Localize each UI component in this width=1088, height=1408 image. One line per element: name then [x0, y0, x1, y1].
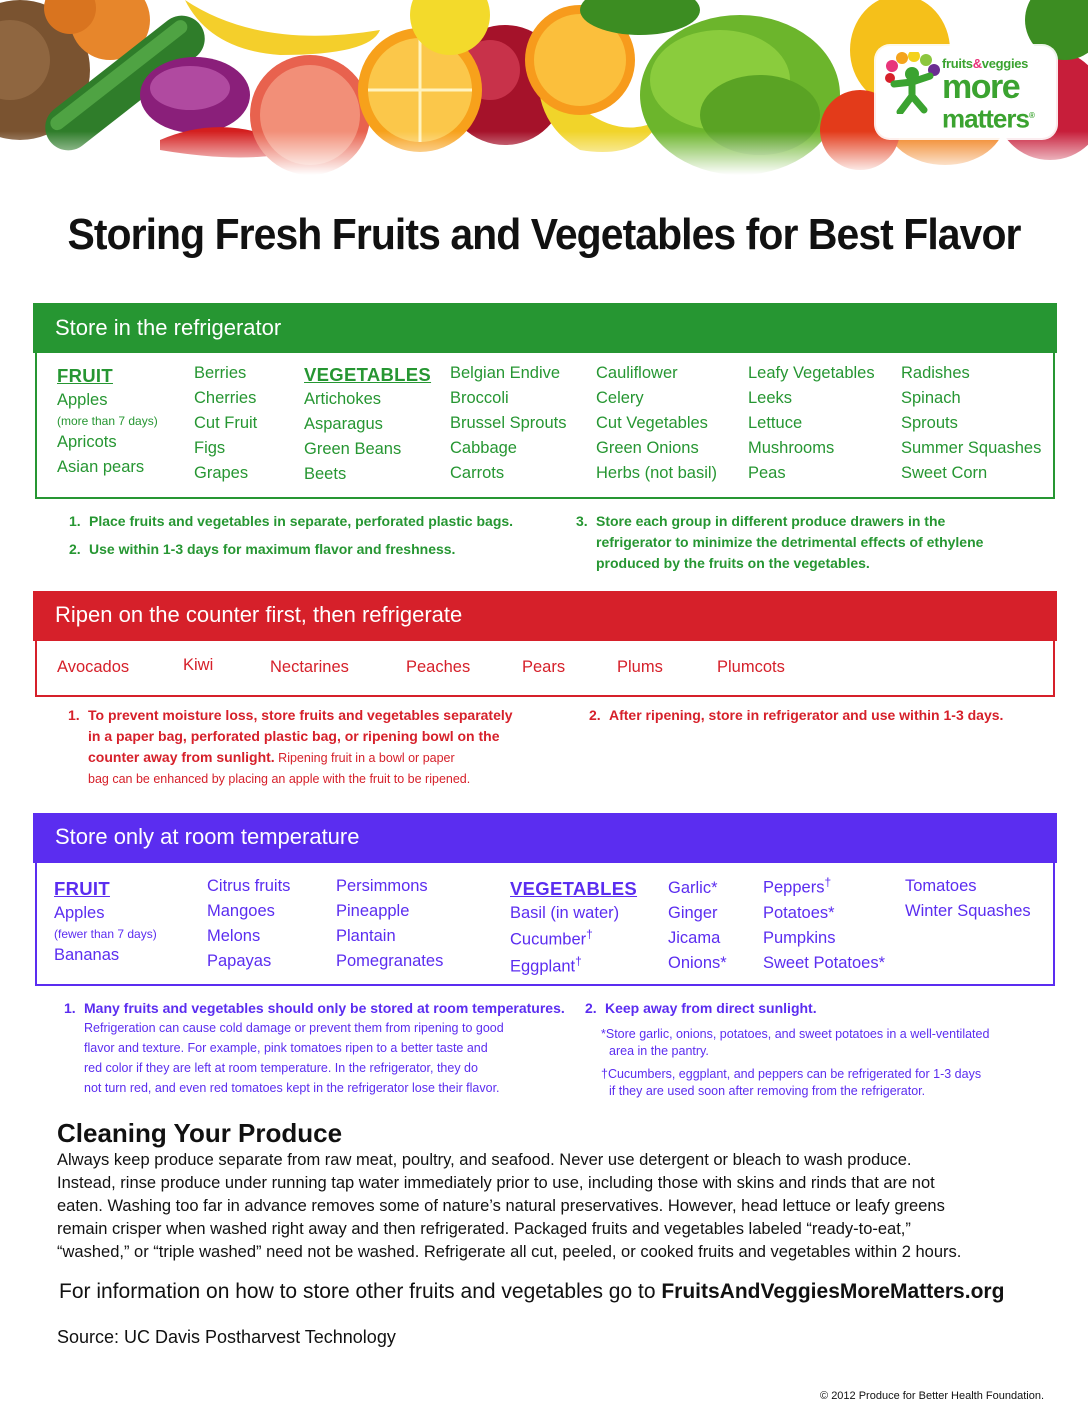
room-fruit-column-1	[54, 876, 157, 968]
refrigerator-section-heading: Store in the refrigerator	[33, 303, 1057, 353]
fridge-note-1: 1. Place fruits and vegetables in separate, perforated plastic bags.	[69, 513, 514, 529]
logo-word-more: more	[942, 68, 1020, 106]
list-item: Potatoes*	[763, 903, 835, 922]
list-item: Cabbage	[450, 439, 517, 457]
fridge-veg-column-4	[748, 361, 875, 486]
ripen-note-2: 2. After ripening, store in refrigerator and use within 1-3 days.	[589, 707, 1004, 723]
fridge-fruit-label: FRUIT	[57, 365, 113, 386]
list-item-note: (more than 7 days)	[57, 414, 158, 428]
list-item: Melons	[207, 927, 261, 945]
list-item: Cauliflower	[596, 364, 678, 382]
fruits-veggies-more-matters-logo	[876, 46, 1056, 138]
list-item: Leafy Vegetables	[748, 364, 875, 382]
room-veg-column-2	[668, 876, 727, 976]
list-item: Broccoli	[450, 389, 509, 407]
list-item: Brussel Sprouts	[450, 414, 567, 432]
info-line: For information on how to store other fruits and vegetables go to FruitsAndVeggiesMoreMatters.org	[59, 1280, 1005, 1303]
list-item: Apricots	[57, 433, 117, 451]
room-veg-label: VEGETABLES	[510, 878, 638, 899]
ripen-item: Pears	[522, 658, 566, 676]
cleaning-heading: Cleaning Your Produce	[57, 1118, 343, 1148]
list-item: Sweet Corn	[901, 464, 988, 482]
fridge-note-3: 3. Store each group in different produce drawers in the refrigerator to minimize the detrimental effects of ethylene produced by the fruits on the vegetables.	[576, 513, 984, 571]
copyright-notice: © 2012 Produce for Better Health Foundation.	[820, 1390, 1044, 1402]
list-item: Grapes	[194, 464, 249, 482]
produce-banner-image	[0, 0, 1088, 175]
cleaning-paragraph: Always keep produce separate from raw meat, poultry, and seafood. Never use detergent or bleach to wash produce. Instead, rinse produce under running tap water immediately prior to use, including those with skins and rinds that are not eaten. Washing too far in advance removes some of nature’s natural preservatives. However, head lettuce or leafy greens remain crisper when washed right away and then refrigerated. Packaged fruits and vegetables labeled “ready-to-eat,” “washed,” or “triple washed” need not be washed. Refrigerate all cut, peeled, or cooked fruits and vegetables within 2 hours.	[57, 1151, 962, 1261]
website-link[interactable]: FruitsAndVeggiesMoreMatters.org	[661, 1280, 1005, 1303]
list-item: Onions*	[668, 954, 727, 972]
room-footnote-dagger: †Cucumbers, eggplant, and peppers can be refrigerated for 1-3 days if they are used soon after removing from the refrigerator.	[601, 1067, 982, 1098]
list-item: Beets	[304, 465, 347, 483]
list-item: Jicama	[668, 929, 721, 947]
logo-word-matters: matters®	[942, 103, 1034, 134]
list-item: Sprouts	[901, 414, 958, 432]
list-item: Leeks	[748, 389, 793, 407]
fridge-veg-column-5	[901, 361, 1041, 486]
fridge-fruit-column-2	[194, 361, 257, 486]
list-item: Pumpkins	[763, 928, 836, 947]
list-item: Plantain	[336, 927, 396, 945]
list-item: Berries	[194, 364, 247, 382]
fridge-veg-column-3	[596, 361, 717, 486]
list-item: Citrus fruits	[207, 877, 291, 895]
list-item: Sweet Potatoes*	[763, 953, 885, 972]
source-citation: Source: UC Davis Postharvest Technology	[57, 1327, 396, 1347]
list-item: Peppers†	[763, 875, 832, 897]
list-item: Lettuce	[748, 414, 803, 432]
list-item: Bananas	[54, 946, 120, 964]
list-item: Papayas	[207, 952, 272, 970]
logo-tagline: fruits&veggies	[942, 56, 1029, 71]
list-item: Persimmons	[336, 877, 428, 895]
list-item: Figs	[194, 439, 226, 457]
list-item: Garlic*	[668, 879, 718, 897]
ripen-item: Plumcots	[717, 658, 785, 676]
list-item: Winter Squashes	[905, 902, 1031, 920]
list-item: Asparagus	[304, 415, 383, 433]
ripen-item: Kiwi	[183, 656, 214, 674]
list-item: Summer Squashes	[901, 439, 1042, 457]
room-veg-column-1	[510, 876, 637, 979]
list-item: Green Onions	[596, 439, 699, 457]
fridge-veg-column-2	[450, 361, 566, 486]
page-title: Storing Fresh Fruits and Vegetables for Best Flavor	[67, 210, 1021, 259]
fridge-veg-column-1	[304, 362, 431, 487]
list-item-note: (fewer than 7 days)	[54, 927, 157, 941]
room-fruit-column-2	[207, 874, 290, 974]
ripen-item: Plums	[617, 658, 663, 676]
list-item: Pomegranates	[336, 952, 444, 970]
list-item: Radishes	[901, 364, 970, 382]
list-item: Pineapple	[336, 902, 410, 920]
room-temp-section-heading: Store only at room temperature	[33, 813, 1057, 863]
list-item: Peas	[748, 464, 786, 482]
ripen-item: Peaches	[406, 658, 471, 676]
list-item: Cut Vegetables	[596, 414, 708, 432]
list-item: Artichokes	[304, 390, 382, 408]
list-item: Apples	[54, 904, 105, 922]
room-note-1-body: Refrigeration can cause cold damage or prevent them from ripening to good flavor and texture. For example, pink tomatoes ripen to a better taste and red color if they are left at room temperature. In the refrigerator, they do not turn red, and even red tomatoes kept in the refrigerator lose their flavor.	[84, 1021, 504, 1095]
list-item: Cut Fruit	[194, 414, 258, 432]
list-item: Cherries	[194, 389, 257, 407]
room-veg-column-3	[763, 874, 885, 976]
list-item: Mushrooms	[748, 439, 835, 457]
list-item: Celery	[596, 389, 644, 407]
ripen-note-1: 1. To prevent moisture loss, store fruits and vegetables separately in a paper bag, perforated plastic bag, or ripening bowl on the counter away from sunlight. Ripening fruit in a bowl or paper bag can be enhanced by placing an apple with the fruit to be ripened.	[68, 707, 513, 786]
list-item: Tomatoes	[905, 877, 977, 895]
ripen-section-heading: Ripen on the counter first, then refrigerate	[33, 591, 1057, 641]
list-item: Cucumber†	[510, 927, 593, 949]
list-item: Basil (in water)	[510, 904, 620, 922]
room-note-1: 1. Many fruits and vegetables should only be stored at room temperatures.	[64, 1000, 565, 1016]
list-item: Mangoes	[207, 902, 275, 920]
logo-figure-icon	[882, 52, 944, 114]
room-footnote-star: *Store garlic, onions, potatoes, and sweet potatoes in a well-ventilated area in the pantry.	[601, 1027, 990, 1058]
fridge-note-2: 2. Use within 1-3 days for maximum flavor and freshness.	[69, 541, 456, 557]
list-item: Apples	[57, 391, 108, 409]
list-item: Ginger	[668, 904, 718, 922]
room-veg-column-4	[905, 874, 1031, 924]
list-item: Green Beans	[304, 440, 402, 458]
fridge-veg-label: VEGETABLES	[304, 364, 432, 385]
fridge-fruit-column-1	[57, 363, 158, 480]
ripen-item: Avocados	[57, 658, 130, 676]
list-item: Asian pears	[57, 458, 145, 476]
ripen-item: Nectarines	[270, 658, 349, 676]
list-item: Herbs (not basil)	[596, 464, 718, 482]
list-item: Carrots	[450, 464, 505, 482]
room-fruit-label: FRUIT	[54, 878, 110, 899]
list-item: Belgian Endive	[450, 364, 561, 382]
room-fruit-column-3	[336, 874, 443, 974]
room-note-2: 2. Keep away from direct sunlight.	[585, 1000, 817, 1016]
list-item: Eggplant†	[510, 953, 582, 975]
list-item: Spinach	[901, 389, 961, 407]
